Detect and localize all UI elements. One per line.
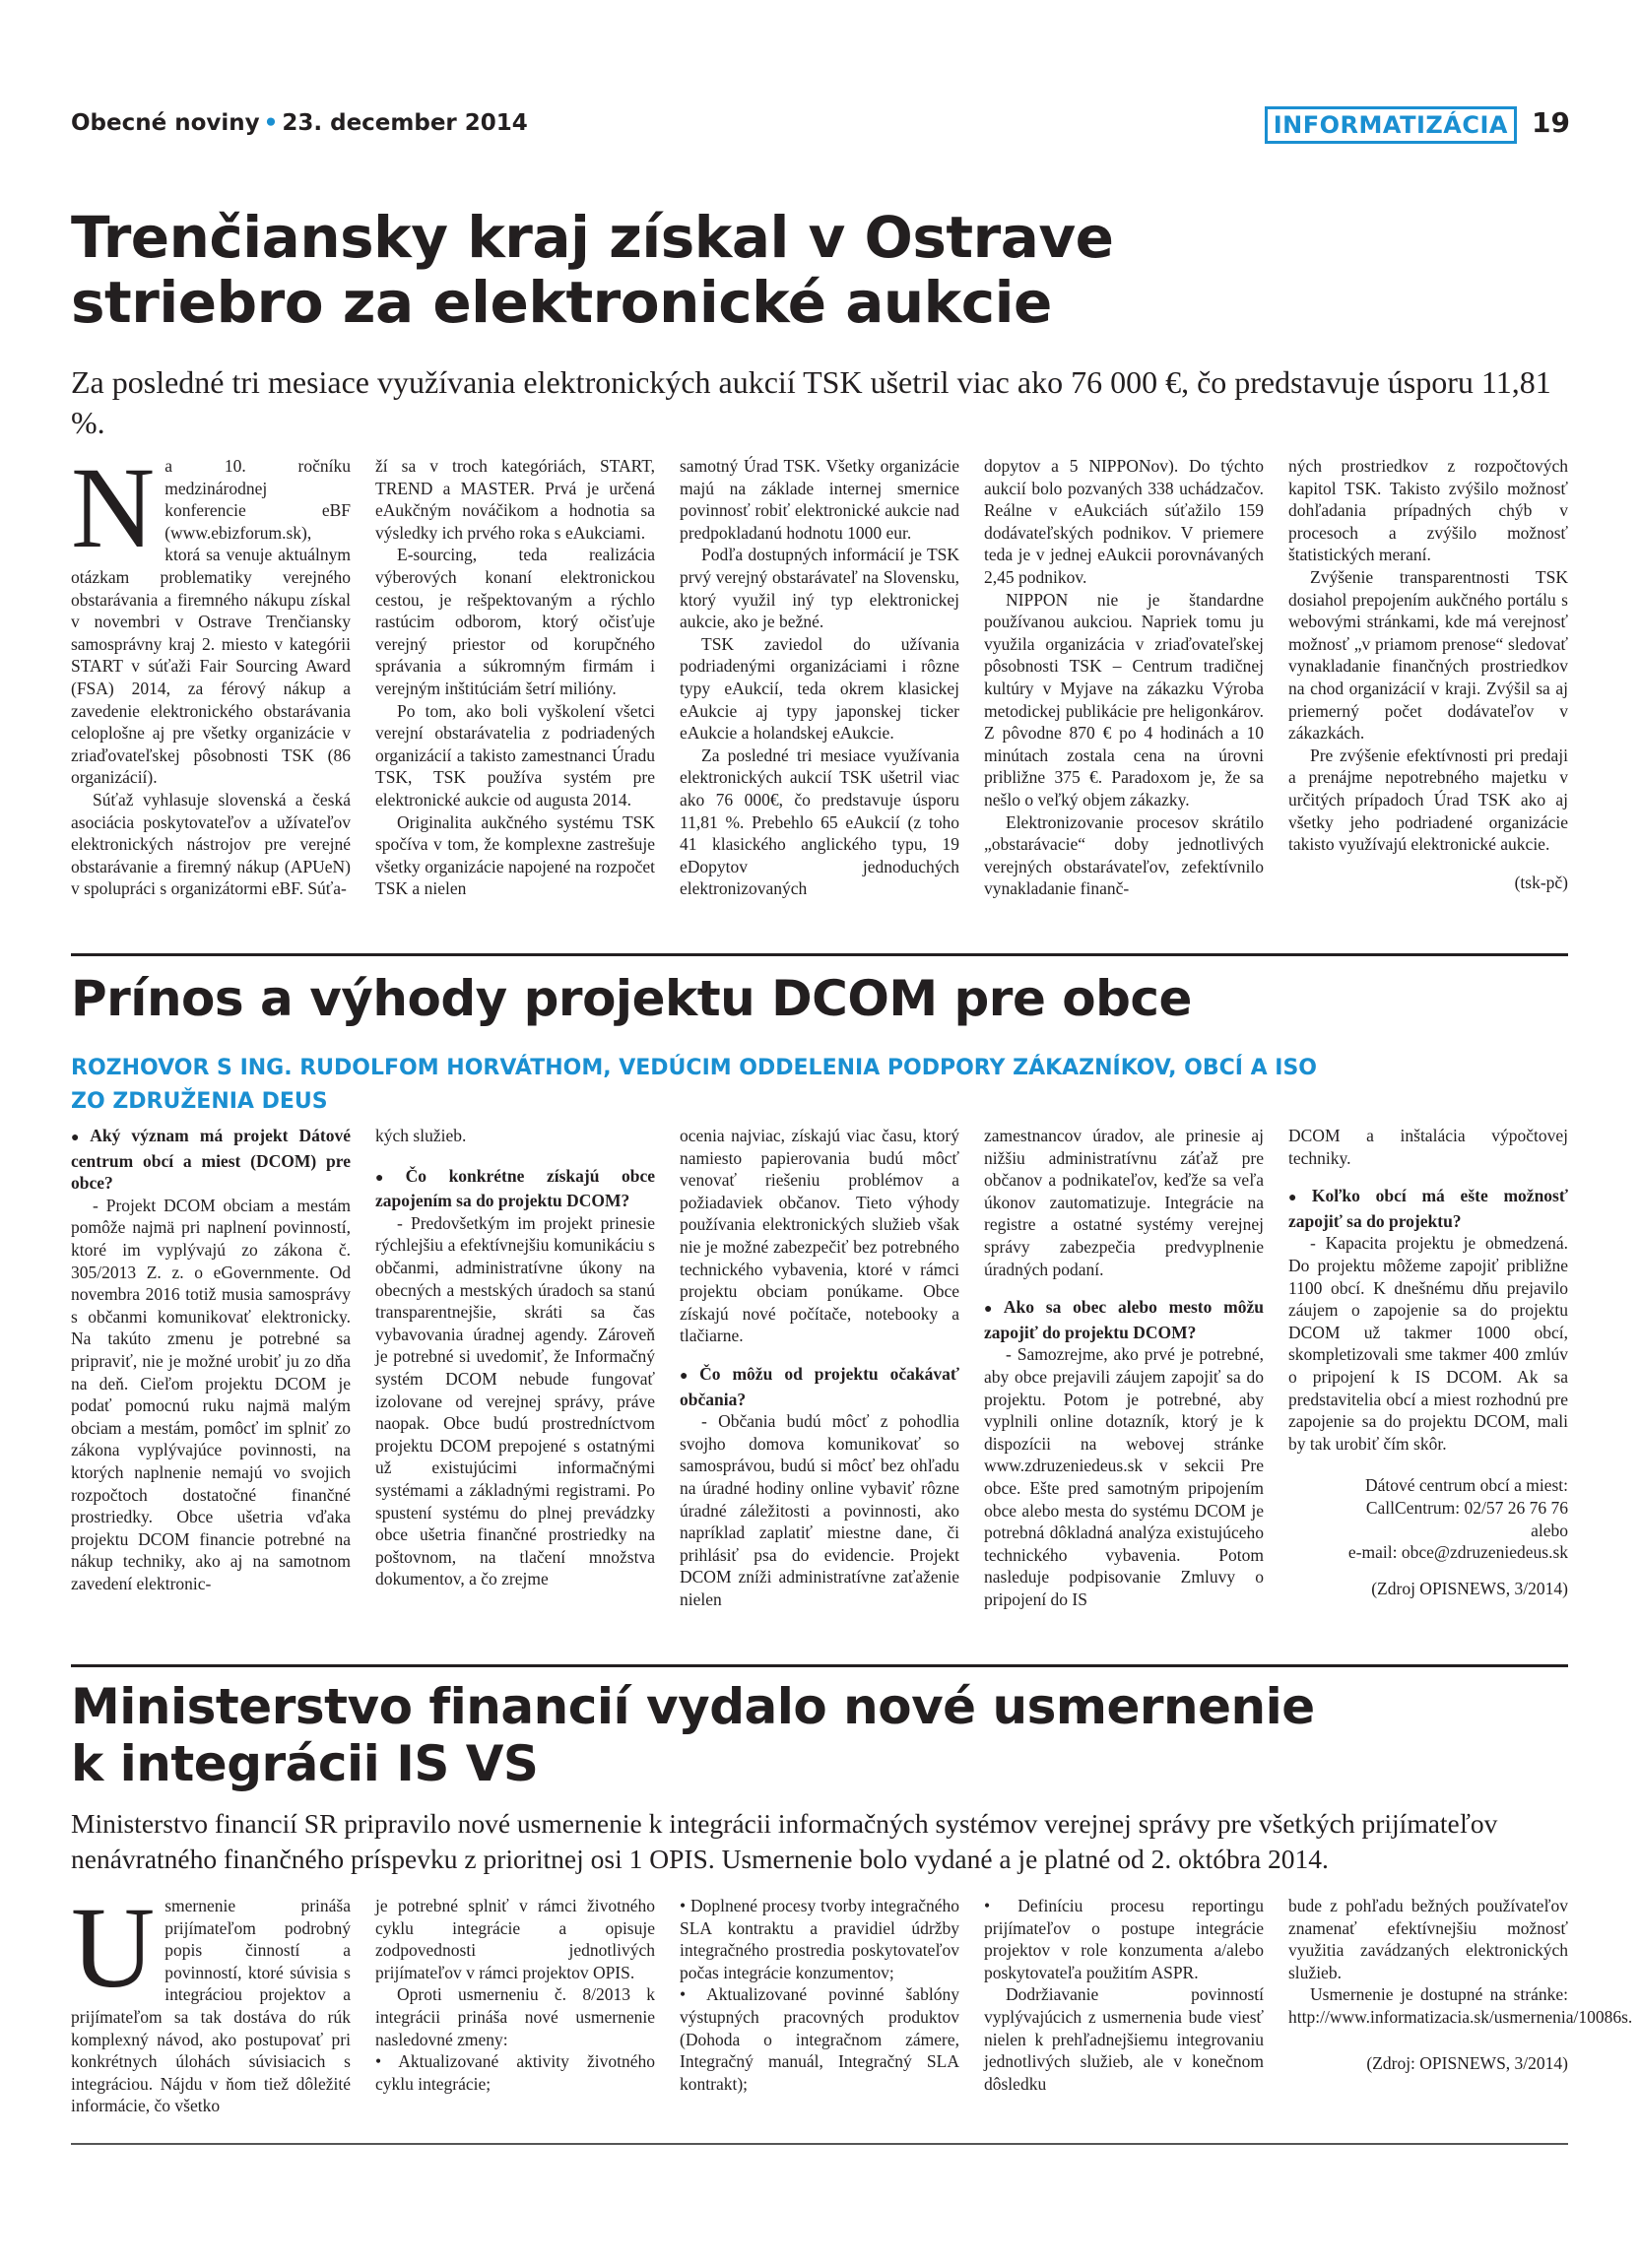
article3-dropcap: U — [71, 1883, 156, 2012]
article3-paragraph: Usmernenie je dostupné na stránke: http://www.informatizacia.sk/usmernenia/10086s. — [1288, 1984, 1633, 2027]
article3-bullet-item: • Aktualizované povinné šablóny výstupných pracovných produktov (Dohoda o integračnom zámere, Integračný manuál, Integračný SLA kontrakt); — [680, 1984, 959, 2094]
article3-column-2 — [375, 1895, 655, 2117]
interview-answer: DCOM a inštalácia výpočtovej techniky. — [1288, 1126, 1568, 1168]
article2-subtitle-line1: ROZHOVOR S ING. RUDOLFOM HORVÁTHOM, VEDÚCIM ODDELENIA PODPORY ZÁKAZNÍKOV, OBCÍ A ISO — [71, 1056, 1317, 1080]
article1-dropcap: N — [71, 443, 156, 572]
article3-bullet-item: • Definíciu procesu reportingu prijímateľov o postupe integrácie projektov v role konzumenta a/alebo poskytovateľa použitím ASPR. — [984, 1896, 1264, 1982]
interview-answer: kých služieb. — [375, 1126, 467, 1145]
article3-column-5 — [1288, 1895, 1633, 2117]
article1-paragraph: Elektronizovanie procesov skrátilo „obstarávacie“ doby jednotlivých verejných obstarávateľov, zefektívnilo vynakladanie finanč- — [984, 811, 1264, 899]
publication-name: Obecné noviny — [71, 110, 260, 136]
article3-paragraph: Oproti usmerneniu č. 8/2013 k integrácii prináša nové usmernenie nasledovné zmeny: — [375, 1984, 655, 2049]
question-text: Čo konkrétne získajú obce zapojením sa do projektu DCOM? — [375, 1165, 655, 1211]
article-divider — [71, 953, 1568, 956]
article1-column-4 — [984, 455, 1264, 900]
article1-paragraph: Súťaž vyhlasuje slovenská a česká asociácia poskytovateľov a užívateľov elektronických nástrojov pre verejné obstarávanie a firemný nákup (APUeN) v spolupráci s organizátormi eBF. Súťa- — [71, 789, 351, 899]
interview-answer: - Samozrejme, ako prvé je potrebné, aby obce prejavili záujem zapojiť sa do projektu. Potom je potrebné, aby vyplnili online dotazník, ktorý je k dispozícii na webovej stránke www.zdruzeniedeus.sk v sekcii Pre obce. Ešte pred samotným pripojením obce alebo mesta do systému DCOM je potrebná dôkladná analýza existujúceho technického vybavenia. Potom nasleduje podpisovanie Zmluvy o pripojení do IS — [984, 1344, 1264, 1609]
contact-line: alebo — [1531, 1520, 1568, 1540]
interview-question — [680, 1363, 959, 1410]
section-label: INFORMATIZÁCIA — [1265, 106, 1517, 144]
article1-lead: Za posledné tri mesiace využívania elektronických aukcií TSK ušetril viac ako 76 000 €, čo predstavuje úsporu 11,81 %. — [71, 364, 1551, 440]
article1-paragraph: samotný Úrad TSK. Všetky organizácie majú na základe internej smernice povinnosť robiť elektronické aukcie nad predpokladanú hodnotu 1000 eur. — [680, 456, 959, 543]
question-text: Ako sa obec alebo mesto môžu zapojiť do projektu DCOM? — [984, 1297, 1264, 1342]
interview-answer: - Kapacita projektu je obmedzená. Do projektu môžeme zapojiť približne 1100 obcí. K dnešnému dňu prejavilo záujem o zapojenie sa do projektu DCOM už takmer 1000 obcí, skompletizovali sme takmer 400 zmlúv o pripojení k IS DCOM. Ak sa predstavitelia obcí a miest rozhodnú pre zapojenie sa do projektu DCOM, mali by tak urobiť čím skôr. — [1288, 1233, 1568, 1454]
article2-column-2 — [375, 1125, 655, 1610]
article3-headline-line1: Ministerstvo financií vydalo nové usmernenie — [71, 1678, 1315, 1735]
article2-headline: Prínos a výhody projektu DCOM pre obce — [71, 970, 1192, 1027]
article3-paragraph: bude z pohľadu bežných používateľov znamenať efektívnejšiu možnosť využitia zavádzaných elektronických služieb. — [1288, 1896, 1568, 1982]
interview-question — [984, 1296, 1264, 1343]
issue-date: 23. december 2014 — [282, 110, 528, 136]
article3-column-1 — [71, 1883, 351, 2117]
page-header — [71, 106, 1570, 146]
separator-dot: • — [263, 110, 279, 136]
masthead — [71, 110, 528, 136]
article3-paragraph: je potrebné splniť v rámci životného cyklu integrácie a opisuje zodpovednosti jednotlivých prijímateľov v rámci projektov OPIS. — [375, 1896, 655, 1982]
article1-paragraph: E-sourcing, teda realizácia výberových konaní elektronickou cestou, je rešpektovaným a rýchlo rastúcim odborom, ktorý očisťuje verejný priestor od korupčného správania a súkromným firmám i verejným inštitúciám šetrí milióny. — [375, 545, 655, 698]
bullet-icon: ● — [680, 1368, 696, 1384]
article3-body — [71, 1883, 1633, 2117]
article1-paragraph: dopytov a 5 NIPPONov). Do týchto aukcií bolo pozvaných 338 uchádzačov. Reálne v eAukciách súťažilo 159 dodávateľských podnikov. V priemere teda je v jednej eAukcii porovnávaných 2,45 podnikov. — [984, 456, 1264, 587]
article1-paragraph: Za posledné tri mesiace využívania elektronických aukcií TSK ušetril viac ako 76 000€, čo predstavuje úsporu 11,81 %. Prebehlo 65 eAukcií (z toho 41 klasického anglického typu, 19 eDopytov jednoduchých elektronizovaných — [680, 745, 959, 899]
article1-paragraph: NIPPON nie je štandardne používanou aukciou. Napriek tomu ju využila organizácia v zriaďovateľskej pôsobnosti TSK – Centrum tradičnej kultúry v Myjave na zákazku Výroba metodickej publikácie pre heligonkárov. Z pôvodne 870 € po 4 hodinách a 10 minútach zostala cena na úrovni približne 375 €. Paradoxom je, že sa nešlo o veľký objem zákazky. — [984, 589, 1264, 810]
article1-paragraph: Podľa dostupných informácií je TSK prvý verejný obstarávateľ na Slovensku, ktorý využil iný typ elektronickej aukcie, ako je bežné. — [680, 545, 959, 632]
interview-answer: ocenia najviac, získajú viac času, ktorý namiesto papierovania budú môcť venovať riešeniu problémov a požiadaviek občanov. Tieto výhody používania elektronických služieb však nie je možné zabezpečiť bez potrebného technického vybavenia, ktoré v rámci projektu obciam ponúkame. Obce získajú nové počítače, notebooky a tlačiarne. — [680, 1126, 959, 1346]
article1-column-5 — [1288, 455, 1568, 900]
article3-paragraph: smernenie prináša prijímateľom podrobný popis činností a povinností, ktoré súvisia s integráciou projektov a prijímateľom sa tak dostáva do rúk komplexný návod, ako postupovať pri konkrétnych úlohách súvisiacich s integráciou. Nájdu v ňom tiež dôležité informácie, čo všetko — [71, 1896, 351, 2116]
interview-answer: - Občania budú môcť z pohodlia svojho domova komunikovať so samosprávou, budú si môcť bez ohľadu na úradné hodiny online vybaviť rôzne úradné záležitosti a povinnosti, ako napríklad zaplatiť miestne dane, či prihlásiť psa do evidencie. Projekt DCOM zníži administratívne zaťaženie nielen — [680, 1411, 959, 1609]
article1-column-1 — [71, 443, 351, 900]
article2-body — [71, 1125, 1568, 1610]
article3-column-4 — [984, 1895, 1264, 2117]
interview-answer: - Predovšetkým im projekt prinesie rýchlejšiu a efektívnejšiu komunikáciu s občanmi, administratívne úkony na obecných a mestských úradoch sa stanú transparentnejšie, skráti sa čas vybavovania úradnej agendy. Zároveň je potrebné si uvedomiť, že Informačný systém DCOM nebude fungovať izolovane od verejnej správy, práve naopak. Obce budú prostredníctvom projektu DCOM prepojené s ostatnými už existujúcimi informačnými systémami a základnými registrami. Po spustení systému do plnej prevádzky obce ušetria finančné prostriedky na poštovnom, na tlačení množstva dokumentov, a čo zrejme — [375, 1212, 655, 1589]
article1-column-3 — [680, 455, 959, 900]
article-divider — [71, 1664, 1568, 1667]
bullet-icon: ● — [375, 1170, 402, 1186]
article2-column-4 — [984, 1125, 1264, 1610]
article1-paragraph: ží sa v troch kategóriách, START, TREND a MASTER. Prvá je určená eAukčným nováčikom a hodnotia sa výsledky ich prvého roka s eAukciami. — [375, 456, 655, 543]
contact-line: Dátové centrum obcí a miest: — [1364, 1475, 1568, 1496]
article3-bullet-item: • Aktualizované aktivity životného cyklu integrácie; — [375, 2051, 655, 2094]
article1-headline-line2: striebro za elektronické aukcie — [71, 269, 1052, 336]
question-text: Koľko obcí má ešte možnosť zapojiť sa do projektu? — [1288, 1186, 1568, 1231]
bullet-icon: ● — [984, 1302, 1000, 1318]
article3-source: (Zdroj: OPISNEWS, 3/2014) — [1366, 2052, 1568, 2073]
interview-answer: - Projekt DCOM obciam a mestám pomôže najmä pri naplnení povinností, ktoré im vyplývajú zo zákona č. 305/2013 Z. z. o eGovernmente. Od novembra 2016 totiž musia samosprávy s občanmi komunikovať elektronicky. Na takúto zmenu je potrebné sa pripraviť, nie je možné urobiť ju zo dňa na deň. Cieľom projektu DCOM je podať pomocnú ruku najmä malým obciam a mestám, pomôcť im splniť zo zákona vyplývajúce povinnosti, na ktorých naplnenie nemajú vo svojich rozpočtoch dostatočné finančné prostriedky. Obce ušetria vďaka projektu DCOM financie potrebné na nákup techniky, ako aj na samotnom zavedení elektronic- — [71, 1195, 351, 1593]
interview-question — [1288, 1185, 1568, 1232]
article1-paragraph: ných prostriedkov z rozpočtových kapitol TSK. Takisto zvýšilo možnosť dohľadania prípadných chýb v procesoch a zvýšilo možnosť štatistických meraní. — [1288, 456, 1568, 565]
question-text: Čo môžu od projektu očakávať občania? — [680, 1363, 959, 1409]
contact-email: e-mail: obce@zdruzeniedeus.sk — [1347, 1542, 1568, 1563]
article1-paragraph: TSK zaviedol do užívania podriadenými organizáciami i rôzne typy eAukcií, teda okrem klasickej eAukcie aj typy japonskej ticker eAukcie a holandskej eAukcie. — [680, 633, 959, 744]
article1-paragraph: Po tom, ako boli vyškolení všetci verejní obstarávatelia z podriadených organizácií a takisto zamestnanci Úradu TSK, TSK používa systém pre elektronické aukcie od augusta 2014. — [375, 700, 655, 810]
article2-subtitle-line2: ZO ZDRUŽENIA DEUS — [71, 1089, 328, 1114]
article1-column-2 — [375, 455, 655, 900]
interview-answer: zamestnancov úradov, ale prinesie aj nižšiu administratívnu záťaž pre občanov a podnikateľov, keďže sa veľa úkonov zautomatizuje. Integrácie na registre a ostatné systémy verejnej správy zabezpečia predvyplnenie úradných podaní. — [984, 1126, 1264, 1279]
contact-phone: CallCentrum: 02/57 26 76 76 — [1365, 1497, 1568, 1518]
article2-column-3 — [680, 1125, 959, 1610]
article3-bullet-item: • Doplnené procesy tvorby integračného SLA kontraktu a pravidiel údržby integračného prostredia poskytovateľov počas integrácie konzumentov; — [680, 1896, 959, 1982]
article1-paragraph: Originalita aukčného systému TSK spočíva v tom, že komplexne zastrešuje všetky organizácie napojené na rozpočet TSK a nielen — [375, 811, 655, 899]
article1-paragraph: Pre zvýšenie efektívnosti pri predaji a prenájme nepotrebného majetku v určitých prípadoch Úrad TSK ako aj všetky jeho podriadené organizácie takisto využívajú elektronické aukcie. — [1288, 745, 1568, 855]
article2-subtitle — [71, 1052, 1568, 1119]
article3-lead: Ministerstvo financií SR pripravilo nové usmernenie k integrácii informačných systémov verejnej správy pre všetkých prijímateľov nenávratného finančného príspevku z prioritnej osi 1 OPIS. Usmernenie bolo vydané a je platné od 2. októbra 2014. — [71, 1808, 1498, 1874]
interview-question — [375, 1165, 655, 1212]
bullet-icon: ● — [1288, 1191, 1308, 1206]
question-text: Aký význam má projekt Dátové centrum obcí a miest (DCOM) pre obce? — [71, 1126, 351, 1194]
article2-column-5 — [1288, 1125, 1568, 1610]
bullet-icon: ● — [71, 1131, 87, 1145]
article1-paragraph: a 10. ročníku medzinárodnej konferencie eBF (www.ebizforum.sk), ktorá sa venuje aktuálnym otázkam problematiky verejného obstarávania a firemného nákupu získal v novembri v Ostrave Trenčiansky samosprávny kraj 2. miesto v kategórii START v súťaži Fair Sourcing Award (FSA) 2014, za férový nákup a zavedenie elektronického obstarávania celoplošne aj pre všetky organizácie v zriaďovateľskej pôsobnosti TSK (86 organizácií). — [71, 456, 351, 788]
article3-column-3 — [680, 1895, 959, 2117]
article1-headline-line1: Trenčiansky kraj získal v Ostrave — [71, 204, 1114, 271]
article3-headline-line2: k integrácii IS VS — [71, 1735, 539, 1792]
bottom-divider — [71, 2143, 1568, 2145]
article1-signature: (tsk-pč) — [1514, 872, 1568, 892]
article1-paragraph: Zvýšenie transparentnosti TSK dosiahol prepojením aukčného portálu s webovými stránkami, kde má verejnosť možnosť „v priamom prenose“ sledovať vynakladanie finančných prostriedkov na chod organizácií v kraji. Zvýšil sa aj priemerný počet dodávateľov v zákazkách. — [1288, 566, 1568, 744]
article1-headline — [71, 205, 1113, 335]
article1-body — [71, 443, 1568, 900]
page-number: 19 — [1532, 106, 1570, 139]
article3-headline — [71, 1678, 1315, 1792]
interview-question — [71, 1125, 351, 1195]
article3-paragraph: Dodržiavanie povinností vyplývajúcich z usmernenia bude viesť nielen k prehľadnejšiemu integrovaniu jednotlivých služieb, ale v konečnom dôsledku — [984, 1984, 1264, 2094]
article2-source: (Zdroj OPISNEWS, 3/2014) — [1371, 1578, 1568, 1598]
article2-column-1 — [71, 1125, 351, 1610]
